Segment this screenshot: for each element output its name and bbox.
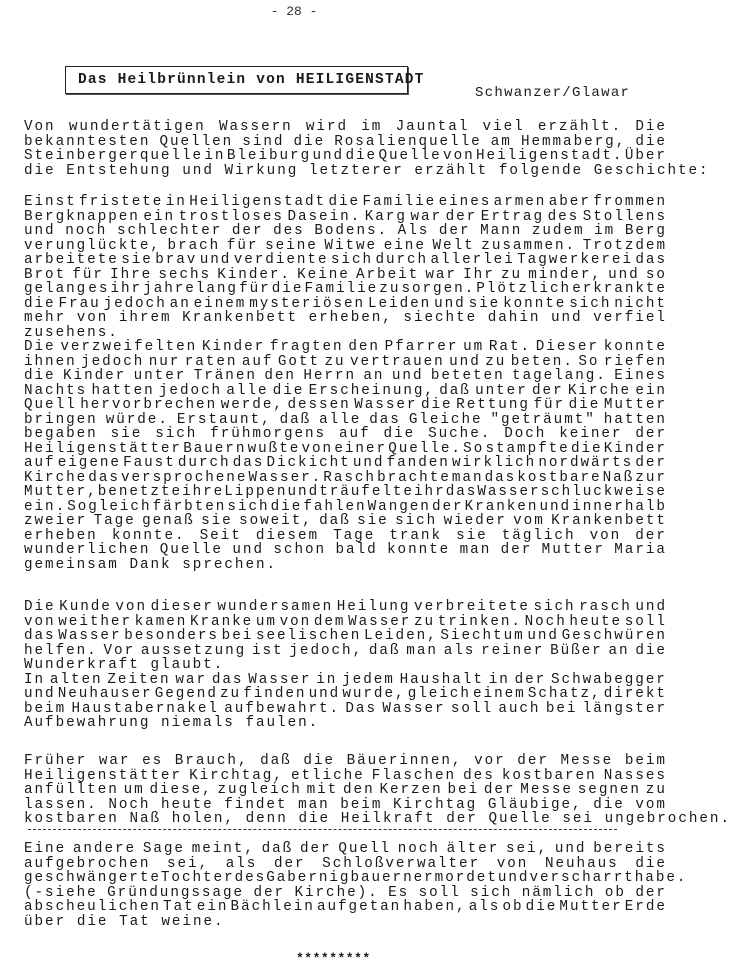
text-line: zusehens.	[24, 324, 119, 341]
text-line: ein. Sogleich färbten sich die fahlen Wangen der Kranken und innerhalb	[24, 498, 667, 515]
text-line: Von wundertätigen Wassern wird im Jauntal viel erzählt. Die	[24, 119, 667, 135]
story-title: Das Heilbrünnlein von HEILIGENSTADT	[78, 72, 425, 88]
text-line: die Entstehung und Wirkung letzterer erzählt folgende Geschichte:	[24, 162, 710, 179]
text-line: Wunderkraft glaubt.	[24, 657, 225, 673]
text-line: Eine andere Sage meint, daß der Quell noch älter sei, und bereits	[24, 841, 667, 857]
title-box	[65, 66, 425, 94]
text-line: Kirche das versprochene Wasser. Rasch brachte man das kostbare Naß zur	[24, 469, 667, 486]
paragraph-healing	[24, 600, 667, 731]
text-line: Die verzweifelten Kinder fragten den Pfarrer um Rat. Dieser konnte	[24, 339, 667, 355]
paragraph-other-legend	[24, 841, 688, 930]
text-line: anfüllten um diese, zugleich mit den Kerzen bei der Messe segnen zu	[24, 782, 667, 798]
page-number: - 28 -	[270, 4, 318, 19]
text-line: die Frau jedoch an einem mysteriösen Leiden und sie konnte sich nicht	[24, 295, 667, 312]
text-line: beim Haustabernakel aufbewahrt. Das Wasser soll auch bei längster	[24, 700, 667, 717]
text-line: Aufbewahrung niemals faulen.	[24, 715, 320, 731]
text-line: mehr von ihrem Krankenbett erheben, siechte dahin und verfiel	[24, 310, 667, 326]
paragraph-custom	[24, 753, 731, 827]
text-line: lassen. Noch heute findet man beim Kirchtag Gläubige, die vom	[24, 796, 667, 813]
end-mark: *********	[296, 951, 371, 966]
text-line: Heiligenstätter Kirchtag, etliche Flaschen des kostbaren Nasses	[24, 767, 667, 784]
text-line: aufgebrochen sei, als der Schloßverwalter von Neuhaus die	[24, 855, 667, 872]
text-line: Früher war es Brauch, daß die Bäuerinnen, vor der Messe beim	[24, 753, 667, 769]
author-credit: Schwanzer/Glawar	[475, 85, 631, 101]
text-line: wunderlichen Quelle und schon bald konnte man der Mutter Maria	[24, 542, 667, 558]
paragraph-story	[24, 195, 667, 572]
text-line: Heiligenstätter Bauern wußte von einer Quelle. So stampfte die Kinder	[24, 440, 667, 457]
text-line: Bergknappen ein trostloses Dasein. Karg war der Ertrag des Stollens	[24, 208, 667, 225]
text-line: arbeitete sie brav und verdiente sich durch allerlei Tagwerkerei das	[24, 252, 667, 268]
text-line: Mutter, benetzte ihre Lippen und träufelte ihr das Wasser schluckweise	[24, 484, 667, 500]
text-line: gelang es ihr jahrelang für die Familie zu sorgen. Plötzlich erkrankte	[24, 281, 667, 297]
dashed-separator	[28, 829, 617, 830]
text-line: (-siehe Gründungssage der Kirche). Es soll sich nämlich ob der	[24, 884, 667, 901]
text-line: Steinbergerquelle in Bleiburg und die Quelle von Heiligenstadt. Über	[24, 148, 667, 164]
text-line: erheben konnte. Seit diesem Tage trank sie täglich von der	[24, 527, 667, 544]
text-line: Einst fristete in Heiligenstadt die Familie eines armen aber frommen	[24, 194, 667, 210]
text-line: In alten Zeiten war das Wasser in jedem Haushalt in der Schwabegger	[24, 671, 667, 688]
text-line: ihnen jedoch nur raten auf Gott zu vertrauen und zu beten. So riefen	[24, 353, 667, 370]
text-line: das Wasser besonders bei seelischen Leiden, Siechtum und Geschwüren	[24, 628, 667, 644]
text-line: Quell hervorbrechen werde, dessen Wasser die Rettung für die Mutter	[24, 397, 667, 413]
text-line: helfen. Vor aussetzung ist jedoch, daß man als reiner Büßer an die	[24, 642, 667, 659]
text-line: verunglückte, brach für seine Witwe eine Welt zusammen. Trotzdem	[24, 237, 667, 254]
text-line: begaben sie sich frühmorgens auf die Suche. Doch keiner der	[24, 426, 667, 442]
text-line: geschwängerte Tochter des Gabernigbauern ermordet und verscharrt habe.	[24, 870, 688, 886]
text-line: die Kinder unter Tränen den Herrn an und beteten tagelang. Eines	[24, 368, 667, 384]
text-line: zweier Tage genaß sie soweit, daß sie sich wieder vom Krankenbett	[24, 513, 667, 529]
text-line: Die Kunde von dieser wundersamen Heilung verbreitete sich rasch und	[24, 599, 667, 615]
text-line: und Neuhauser Gegend zu finden und wurde, gleich einem Schatz, direkt	[24, 686, 667, 702]
text-line: von weither kamen Kranke um von dem Wasser zu trinken. Noch heute soll	[24, 613, 667, 630]
text-line: über die Tat weine.	[24, 913, 225, 930]
text-line: Brot für Ihre sechs Kinder. Keine Arbeit war Ihr zu minder, und so	[24, 266, 667, 283]
text-line: gemeinsam Dank sprechen.	[24, 556, 278, 573]
text-line: auf eigene Faust durch das Dickicht und fanden wirklich nordwärts der	[24, 455, 667, 471]
text-line: bringen würde. Erstaunt, daß alle das Gleiche "geträumt" hatten	[24, 411, 667, 428]
text-line: abscheulichen Tat ein Bächlein aufgetan haben, als ob die Mutter Erde	[24, 899, 667, 915]
paragraph-intro	[24, 119, 710, 179]
text-line: Nachts hatten jedoch alle die Erscheinung, daß unter der Kirche ein	[24, 382, 667, 399]
text-line: und noch schlechter der des Bodens. Als der Mann zudem im Berg	[24, 223, 667, 239]
text-line: kostbaren Naß holen, denn die Heilkraft der Quelle sei ungebrochen.	[24, 811, 731, 827]
text-line: bekanntesten Quellen sind die Rosalienquelle am Hemmaberg, die	[24, 133, 667, 150]
